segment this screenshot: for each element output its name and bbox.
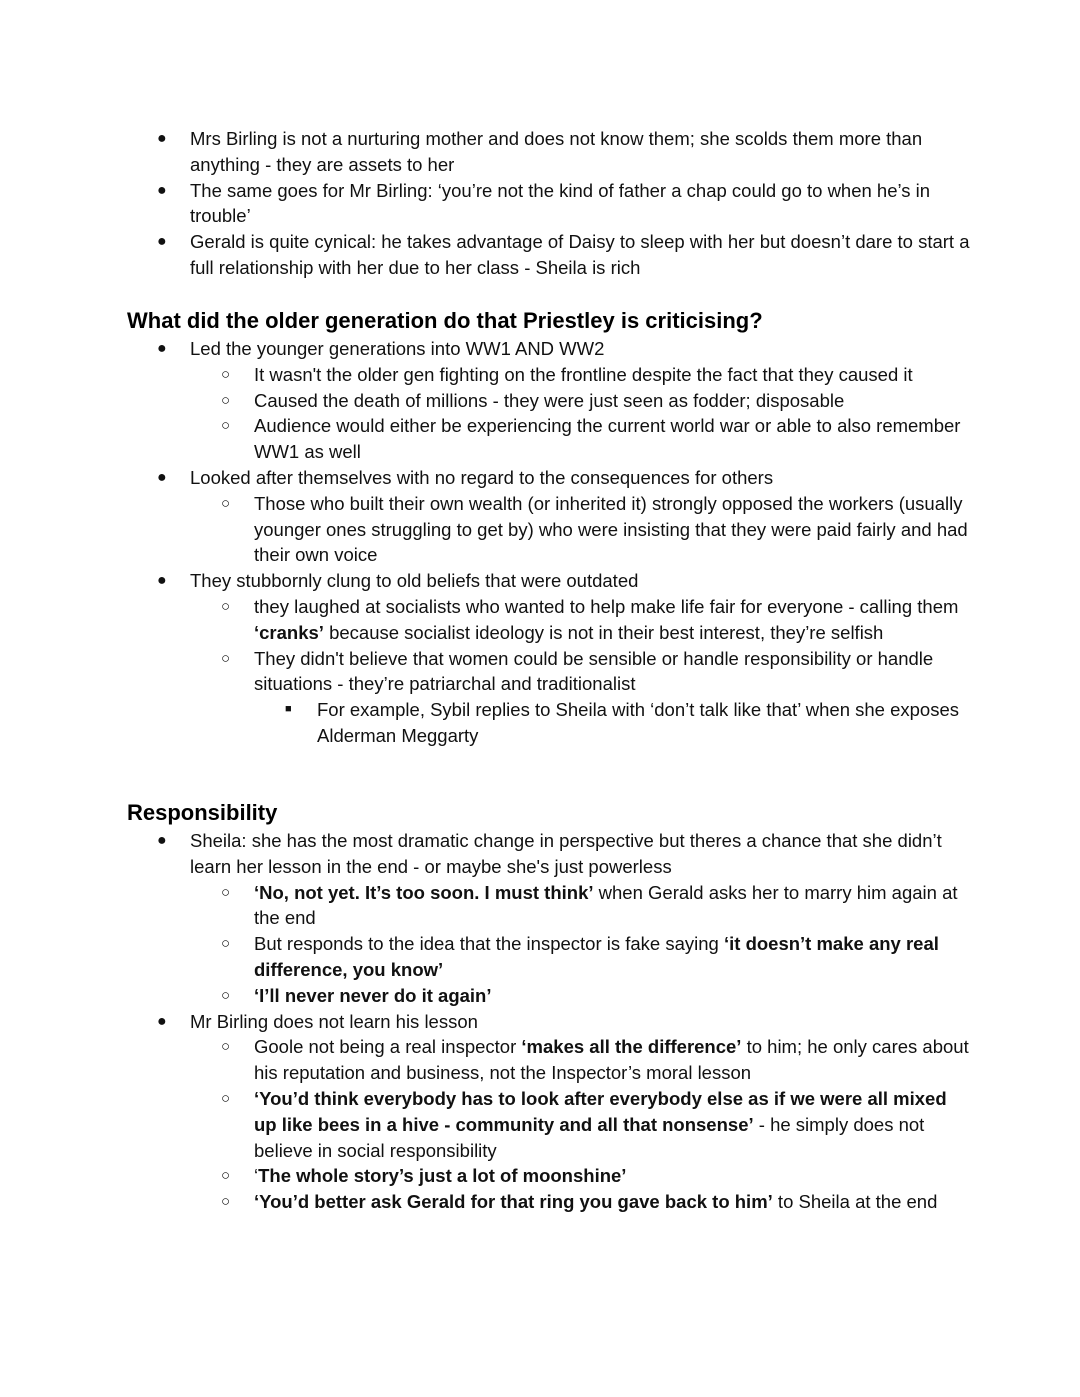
bullet-level-1-icon: ● (157, 233, 167, 251)
list-item (157, 336, 970, 362)
bullet-level-3-icon: ■ (285, 703, 292, 716)
bullet-level-1-icon: ● (157, 1012, 167, 1030)
bold-quote: ‘I’ll never never do it again’ (254, 984, 492, 1006)
list-item (157, 465, 970, 491)
list-item-text: Goole not being a real inspector (254, 1036, 522, 1058)
section-family-intro (0, 126, 1080, 281)
bullet-list (0, 336, 1080, 749)
bold-quote: The whole story’s just a lot of moonshine’ (258, 1165, 627, 1187)
bullet-level-2-icon: ○ (221, 1167, 231, 1185)
list-item (221, 880, 970, 932)
list-item (157, 568, 970, 594)
bullet-level-2-icon: ○ (221, 649, 231, 667)
list-item-text: But responds to the idea that the inspector is fake saying (254, 933, 724, 955)
list-item (221, 413, 970, 465)
bullet-level-2-icon: ○ (221, 1193, 231, 1211)
list-item (221, 1034, 970, 1086)
list-item-text: Caused the death of millions - they were just seen as fodder; disposable (254, 389, 845, 411)
bullet-level-2-icon: ○ (221, 417, 231, 435)
list-item-text: They stubbornly clung to old beliefs that were outdated (190, 570, 639, 592)
list-item (221, 362, 970, 388)
list-item-text: Looked after themselves with no regard to the consequences for others (190, 466, 774, 488)
bullet-level-1-icon: ● (157, 832, 167, 849)
list-item (157, 828, 970, 880)
list-item-text: they laughed at socialists who wanted to help make life fair for everyone - calling them (254, 595, 959, 617)
bullet-level-2-icon: ○ (221, 494, 231, 512)
bold-quote: ‘You’d think everybody has to look after everybody else as if we were all mixed up like bees in a hive - community and all that nonsense’ (254, 1087, 947, 1135)
bullet-level-2-icon: ○ (221, 986, 231, 1004)
list-item (157, 126, 970, 178)
list-item-text: It wasn't the older gen fighting on the frontline despite the fact that they caused it (254, 363, 913, 385)
bold-quote: ‘makes all the difference’ (521, 1036, 742, 1058)
list-item (221, 1189, 970, 1215)
bullet-level-2-icon: ○ (221, 1089, 231, 1107)
list-item-text: to him; he only cares about his reputation and business, not the Inspector’s moral lesson (254, 1036, 969, 1084)
list-item (221, 1163, 970, 1189)
bullet-level-2-icon: ○ (221, 935, 231, 953)
bullet-level-2-icon: ○ (221, 1038, 231, 1056)
list-item (221, 983, 970, 1009)
bullet-level-2-icon: ○ (221, 883, 231, 901)
section-responsibility (0, 828, 1080, 1215)
list-item-text: ‘ (254, 1165, 259, 1187)
list-item (221, 646, 970, 698)
bullet-list (0, 828, 1080, 1215)
bold-quote: ‘cranks’ (254, 621, 324, 643)
list-item (221, 491, 970, 568)
list-item-text: - he simply does not believe in social responsibility (254, 1113, 925, 1161)
list-item-text: to Sheila at the end (772, 1191, 938, 1213)
bullet-level-1-icon: ● (157, 130, 167, 147)
section-older-generation (0, 336, 1080, 749)
list-item (221, 594, 970, 646)
list-item (285, 697, 970, 749)
bold-quote: ‘You’d better ask Gerald for that ring you gave back to him’ (254, 1191, 773, 1213)
bold-quote: ‘No, not yet. It’s too soon. I must think’ (254, 881, 594, 903)
list-item (157, 229, 970, 281)
list-item-text: Audience would either be experiencing the current world war or able to also remember WW1 as well (254, 415, 961, 463)
list-item-text: Led the younger generations into WW1 AND WW2 (190, 338, 605, 359)
list-item (157, 1009, 970, 1035)
bold-quote: ‘it doesn’t make any real difference, you know’ (254, 933, 939, 980)
list-item-text: They didn't believe that women could be sensible or handle responsibility or handle situations - they’re patriarchal and traditionalist (254, 647, 934, 695)
list-item (157, 178, 970, 230)
bullet-level-1-icon: ● (157, 572, 167, 590)
list-item-text: when Gerald asks her to marry him again at the end (254, 881, 958, 929)
bullet-level-2-icon: ○ (221, 365, 231, 383)
bullet-level-1-icon: ● (157, 181, 167, 199)
list-item-text: Gerald is quite cynical: he takes advantage of Daisy to sleep with her but doesn’t dare to start a full relationship with her due to her class - Sheila is rich (190, 231, 970, 278)
list-item (221, 931, 970, 983)
list-item-text: For example, Sybil replies to Sheila with ‘don’t talk like that’ when she exposes Alderman Meggarty (317, 699, 959, 746)
list-item-text: Sheila: she has the most dramatic change in perspective but theres a chance that she didn’t learn her lesson in the end - or maybe she's just powerless (190, 830, 942, 877)
bullet-level-2-icon: ○ (221, 391, 231, 409)
list-item-text: The same goes for Mr Birling: ‘you’re not the kind of father a chap could go to when he’s in trouble’ (190, 179, 931, 227)
list-item (221, 1086, 970, 1163)
bullet-level-2-icon: ○ (221, 597, 231, 615)
heading-older-generation: What did the older generation do that Priestley is criticising? (127, 308, 763, 333)
bullet-list (0, 126, 1080, 281)
heading-responsibility: Responsibility (127, 800, 278, 825)
bullet-level-1-icon: ● (157, 468, 167, 486)
list-item-text: Mr Birling does not learn his lesson (190, 1010, 478, 1032)
list-item-text: because socialist ideology is not in their best interest, they’re selfish (323, 621, 884, 643)
list-item (221, 388, 970, 414)
list-item-text: Those who built their own wealth (or inherited it) strongly opposed the workers (usually younger ones struggling to get by) who were insisting that they were paid fairly and had their own voice (254, 492, 968, 566)
bullet-level-1-icon: ● (157, 340, 167, 357)
list-item-text: Mrs Birling is not a nurturing mother and does not know them; she scolds them more than anything - they are assets to her (190, 128, 923, 175)
